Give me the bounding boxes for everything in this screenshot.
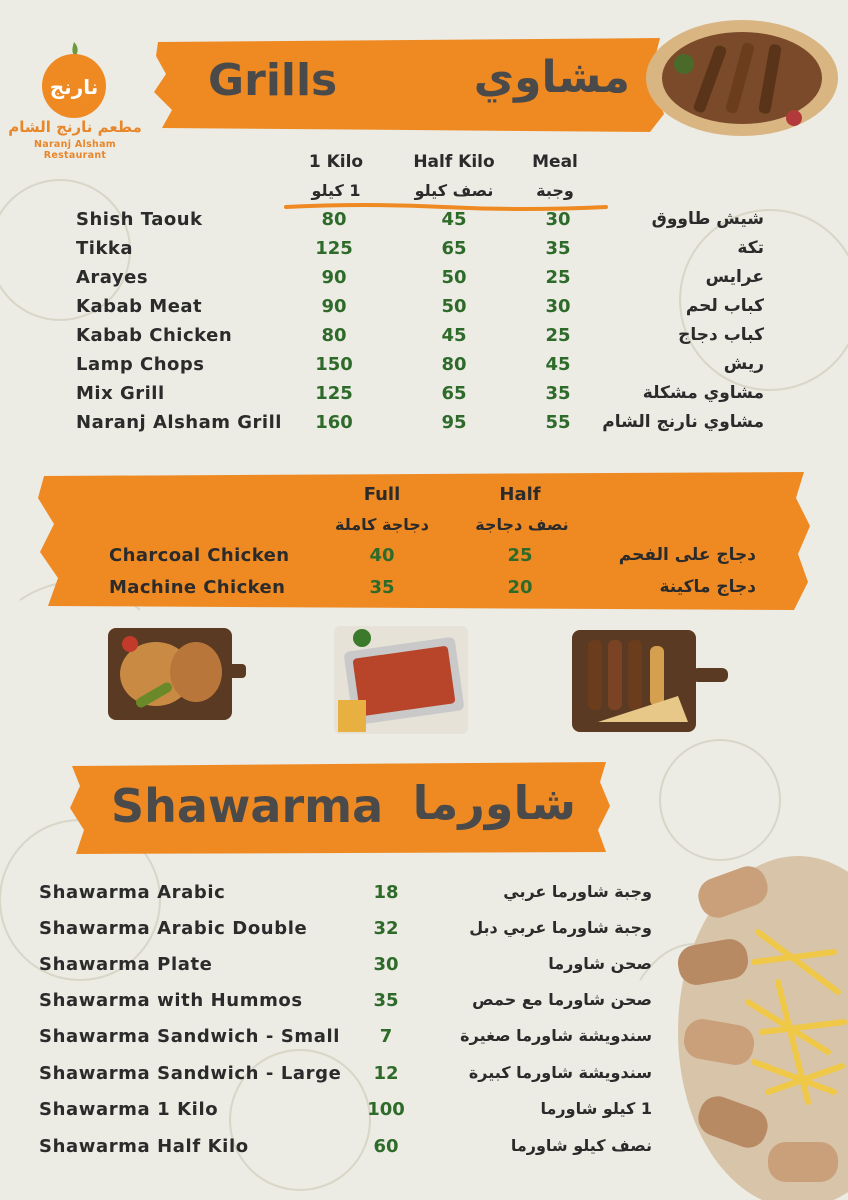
grill-item-ar: عرايس: [705, 267, 764, 287]
shawarma-item-ar: 1 كيلو شاورما: [540, 1099, 652, 1118]
grill-price-kilo: 90: [321, 296, 347, 317]
brand-name-ar: مطعم نارنج الشام: [8, 118, 142, 136]
grill-row: [0, 209, 848, 238]
grills-header-meal-en: Meal: [532, 152, 578, 172]
chicken-row: [0, 577, 848, 606]
grill-row: [0, 383, 848, 412]
shawarma-item-en: Shawarma 1 Kilo: [39, 1099, 219, 1120]
shawarma-row: [0, 1063, 848, 1092]
shawarma-item-ar: سندويشة شاورما صغيرة: [460, 1026, 652, 1045]
shawarma-row: [0, 1099, 848, 1128]
grill-item-ar: كباب لحم: [685, 296, 764, 316]
shawarma-price: 100: [367, 1099, 405, 1120]
grill-price-kilo: 150: [315, 354, 353, 375]
shawarma-item-en: Shawarma Plate: [39, 954, 213, 975]
shawarma-row: [0, 882, 848, 911]
shawarma-item-ar: وجبة شاورما عربي دبل: [469, 918, 652, 937]
shawarma-item-ar: صحن شاورما مع حمص: [472, 990, 652, 1009]
grills-header-meal-ar: وجبة: [536, 181, 574, 200]
chicken-header-half-en: Half: [499, 484, 541, 505]
grill-row: [0, 325, 848, 354]
grill-price-kilo: 80: [321, 209, 347, 230]
grill-price-meal: 55: [545, 412, 571, 433]
chicken-item-en: Charcoal Chicken: [109, 545, 290, 566]
shawarma-item-en: Shawarma Sandwich - Small: [39, 1026, 341, 1047]
grill-price-half: 95: [441, 412, 467, 433]
grill-price-meal: 25: [545, 267, 571, 288]
grills-title-ar: مشاوي: [473, 52, 630, 103]
grill-item-en: Arayes: [76, 267, 149, 288]
shawarma-price: 35: [373, 990, 399, 1011]
grill-price-half: 65: [441, 383, 467, 404]
shawarma-item-ar: نصف كيلو شاورما: [510, 1136, 652, 1155]
grill-price-kilo: 125: [315, 383, 353, 404]
grill-price-meal: 45: [545, 354, 571, 375]
restaurant-logo: [34, 40, 114, 120]
shawarma-item-ar: وجبة شاورما عربي: [503, 882, 652, 901]
grill-price-meal: 35: [545, 238, 571, 259]
grill-item-ar: تكة: [737, 238, 764, 258]
kabab-tray-image: [332, 624, 470, 736]
grill-item-ar: مشاوي مشكلة: [642, 383, 764, 403]
grill-item-ar: مشاوي نارنج الشام: [602, 412, 764, 432]
shawarma-item-en: Shawarma Sandwich - Large: [39, 1063, 342, 1084]
chicken-price-half: 20: [507, 577, 533, 598]
chicken-price-half: 25: [507, 545, 533, 566]
grill-price-meal: 35: [545, 383, 571, 404]
grill-item-en: Mix Grill: [76, 383, 165, 404]
chicken-item-en: Machine Chicken: [109, 577, 286, 598]
grill-item-ar: ريش: [723, 354, 764, 374]
shawarma-price: 18: [373, 882, 399, 903]
grill-item-ar: كباب دجاج: [678, 325, 764, 345]
grill-row: [0, 412, 848, 441]
chicken-header-half-ar: نصف دجاجة: [475, 515, 569, 534]
logo-glyph: نارنج: [49, 75, 99, 99]
grill-price-half: 45: [441, 325, 467, 346]
chicken-row: [0, 545, 848, 574]
grill-price-half: 50: [441, 267, 467, 288]
shawarma-title-en: Shawarma: [111, 779, 384, 833]
grill-row: [0, 354, 848, 383]
grill-item-en: Lamp Chops: [76, 354, 205, 375]
shawarma-item-en: Shawarma with Hummos: [39, 990, 303, 1011]
chicken-item-ar: دجاج ماكينة: [659, 577, 756, 597]
shawarma-row: [0, 954, 848, 983]
shawarma-price: 12: [373, 1063, 399, 1084]
shawarma-price: 32: [373, 918, 399, 939]
mixed-grill-board-image: [568, 626, 732, 736]
shawarma-price: 30: [373, 954, 399, 975]
grills-title-en: Grills: [208, 55, 338, 106]
grill-price-half: 45: [441, 209, 467, 230]
grill-row: [0, 296, 848, 325]
shawarma-row: [0, 1136, 848, 1165]
grill-platter-image: [644, 14, 838, 138]
grill-price-kilo: 160: [315, 412, 353, 433]
grill-item-en: Tikka: [76, 238, 134, 259]
grill-item-ar: شيش طاووق: [651, 209, 764, 229]
grill-item-en: Naranj Alsham Grill: [76, 412, 282, 433]
chicken-item-ar: دجاج على الفحم: [618, 545, 756, 565]
grill-row: [0, 238, 848, 267]
grills-header-half-en: Half Kilo: [413, 152, 495, 172]
grill-price-kilo: 80: [321, 325, 347, 346]
shawarma-item-en: Shawarma Arabic: [39, 882, 226, 903]
chicken-header-full-ar: دجاجة كاملة: [334, 515, 429, 534]
shawarma-row: [0, 918, 848, 947]
grill-price-kilo: 125: [315, 238, 353, 259]
grill-price-half: 50: [441, 296, 467, 317]
chicken-header-full-en: Full: [363, 484, 401, 505]
grills-header-half-ar: نصف كيلو: [414, 181, 494, 200]
grill-price-meal: 30: [545, 209, 571, 230]
grilled-chicken-board-image: [104, 620, 248, 724]
brand-name-en: Naranj Alsham Restaurant: [33, 139, 117, 161]
grill-item-en: Kabab Chicken: [76, 325, 233, 346]
shawarma-title-ar: شاورما: [412, 776, 576, 830]
grill-item-en: Shish Taouk: [76, 209, 203, 230]
shawarma-price: 7: [379, 1026, 393, 1047]
grill-price-half: 80: [441, 354, 467, 375]
shawarma-item-ar: سندويشة شاورما كبيرة: [468, 1063, 652, 1082]
grill-price-meal: 25: [545, 325, 571, 346]
shawarma-item-en: Shawarma Half Kilo: [39, 1136, 249, 1157]
grill-item-en: Kabab Meat: [76, 296, 203, 317]
grills-header-kilo-en: 1 Kilo: [308, 152, 364, 172]
shawarma-row: [0, 1026, 848, 1055]
shawarma-row: [0, 990, 848, 1019]
shawarma-price: 60: [373, 1136, 399, 1157]
chicken-price-full: 40: [369, 545, 395, 566]
grill-price-half: 65: [441, 238, 467, 259]
grill-row: [0, 267, 848, 296]
grill-price-kilo: 90: [321, 267, 347, 288]
chicken-price-full: 35: [369, 577, 395, 598]
grills-header-kilo-ar: 1 كيلو: [311, 181, 361, 200]
grill-price-meal: 30: [545, 296, 571, 317]
shawarma-item-ar: صحن شاورما: [548, 954, 652, 973]
shawarma-item-en: Shawarma Arabic Double: [39, 918, 308, 939]
